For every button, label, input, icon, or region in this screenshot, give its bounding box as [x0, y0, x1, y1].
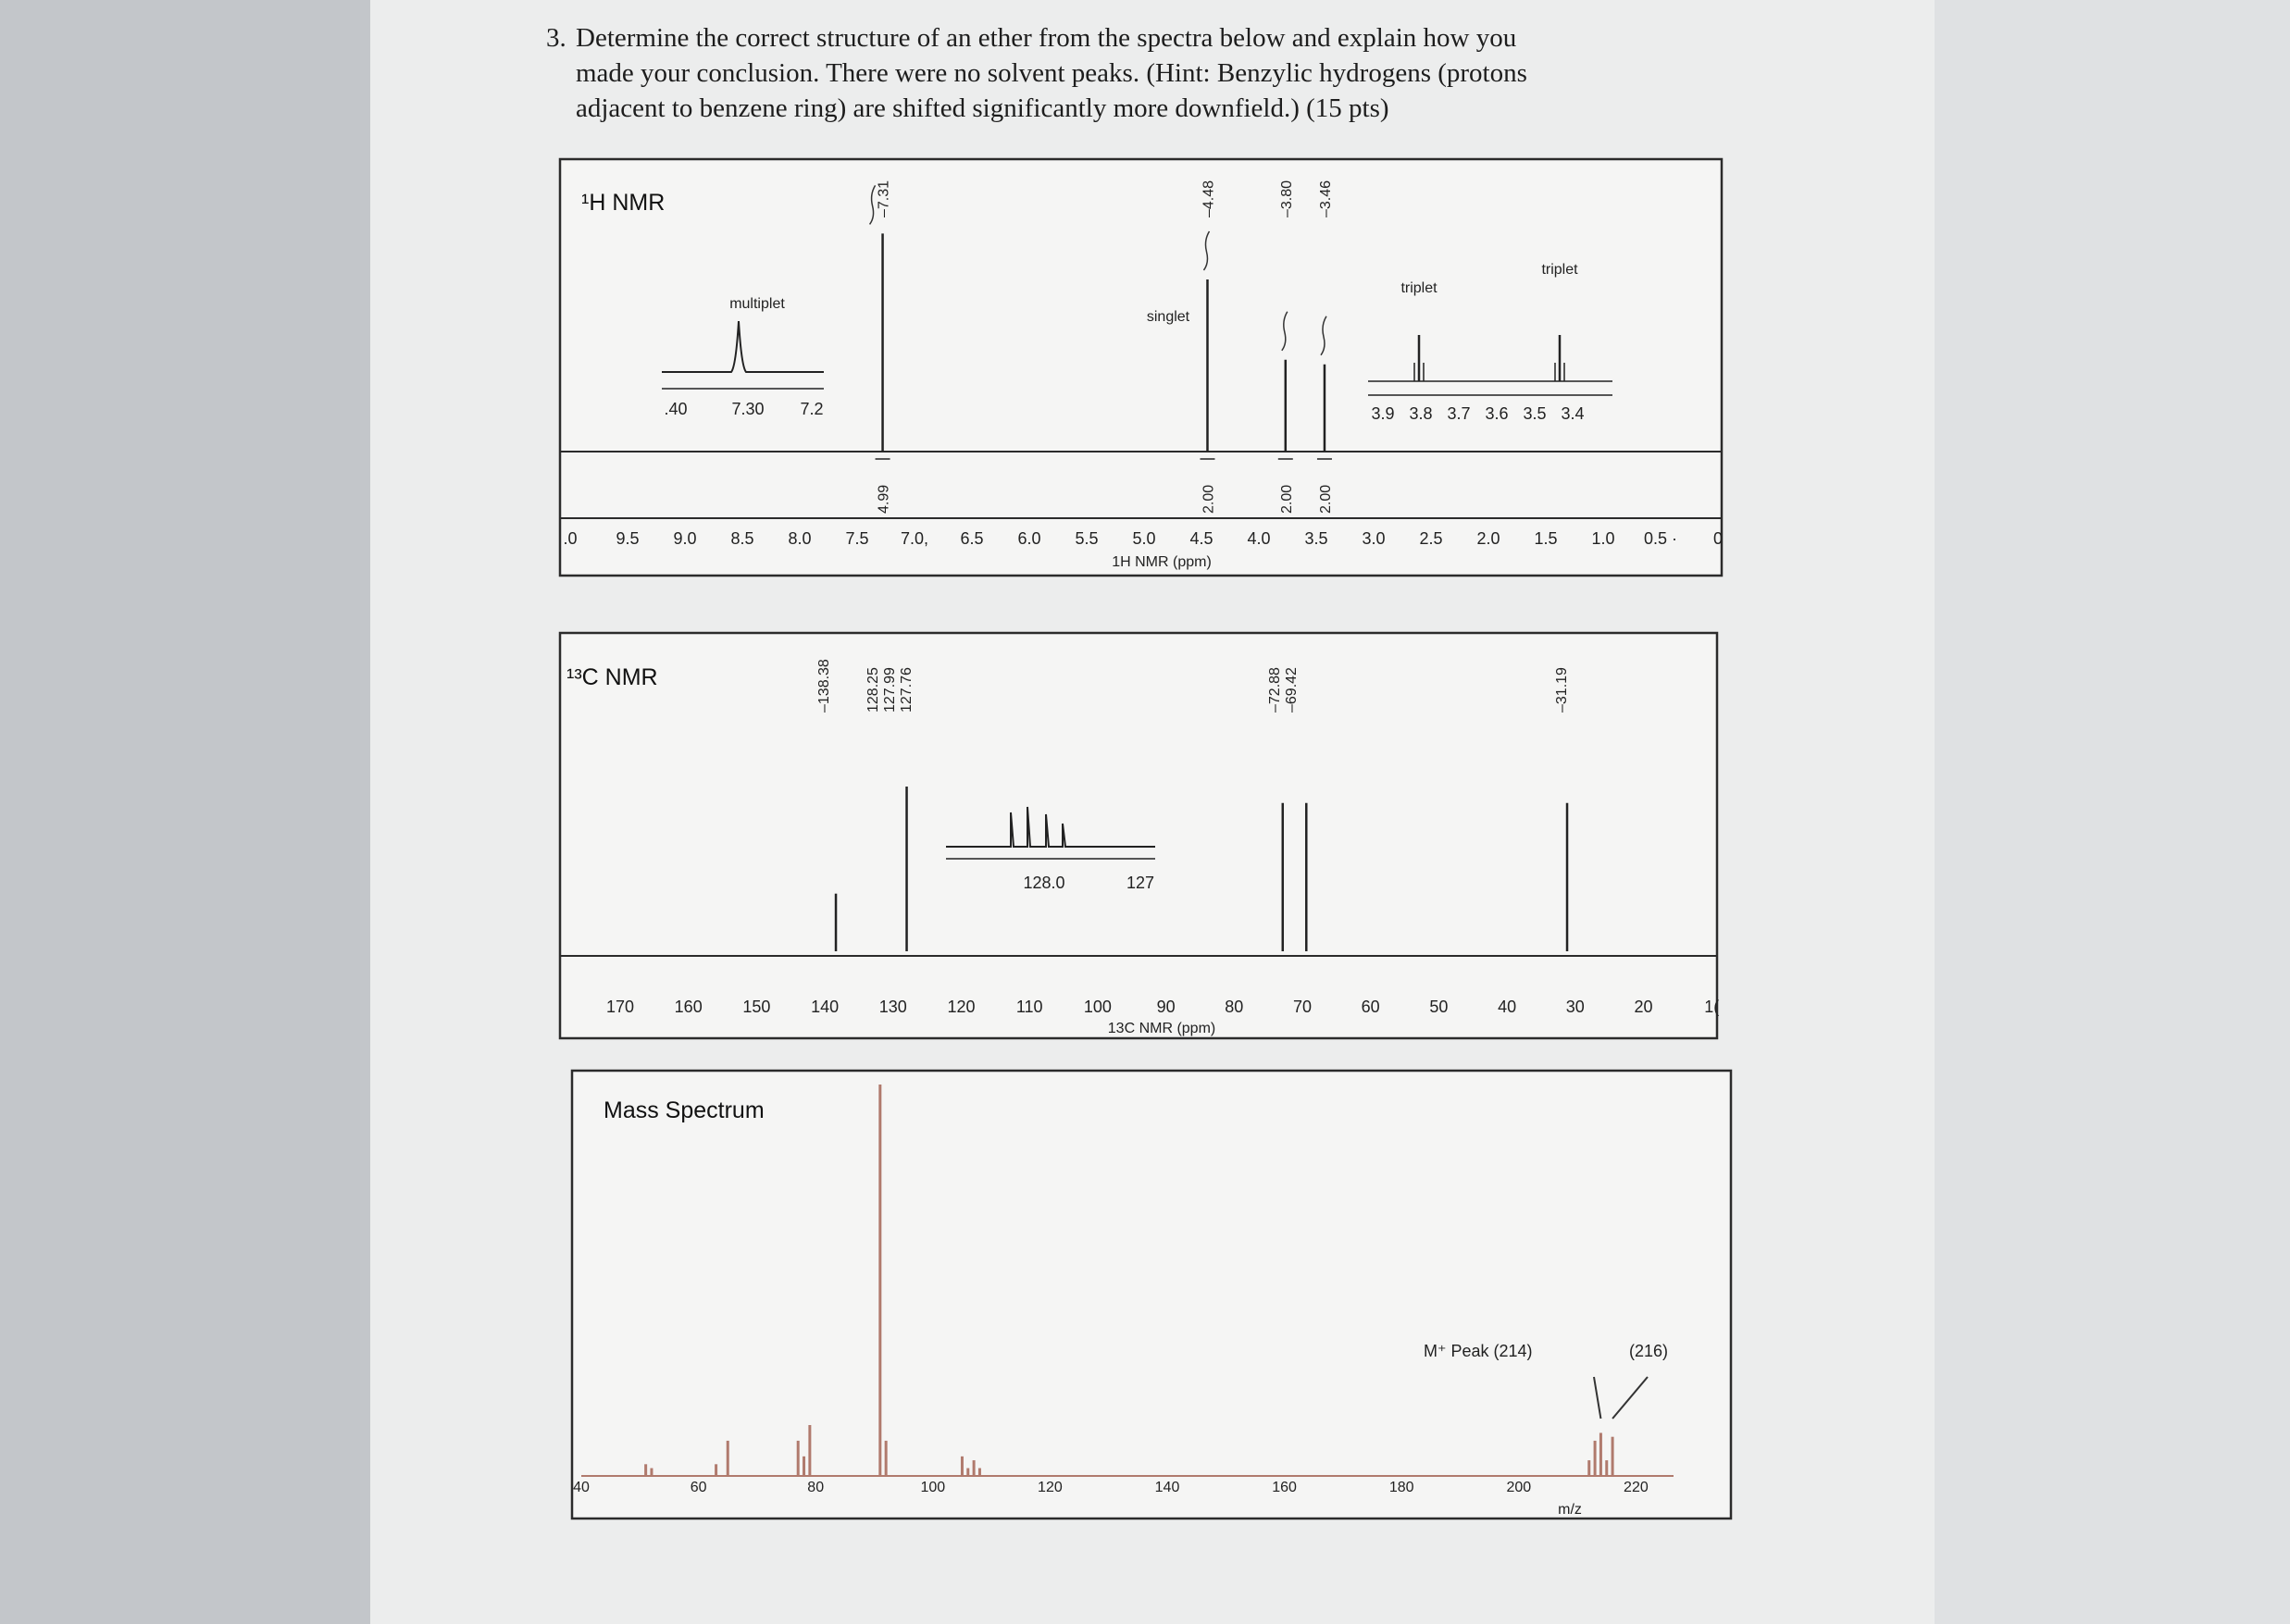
h-nmr-triplet-tick: 3.9: [1371, 404, 1395, 423]
c-nmr-tick-label: 30: [1565, 998, 1585, 1016]
c-nmr-inset-tick: 128.0: [1023, 874, 1065, 892]
question-line-2: made your conclusion. There were no solvent peaks. (Hint: Benzylic hydrogens (protons: [576, 58, 1527, 88]
h-nmr-tick-label: 7.5: [845, 529, 869, 548]
c-nmr-tick-label: 60: [1361, 998, 1380, 1016]
h-nmr-panel: [560, 159, 1722, 576]
h-nmr-tick-label: 3.5: [1304, 529, 1328, 548]
h-nmr-tick-label: 8.5: [730, 529, 754, 548]
mass-spec-tick-label: 180: [1388, 1480, 1414, 1495]
h-nmr-multiplet-tick: 7.30: [731, 400, 765, 418]
h-nmr-peak-label: –7.31: [876, 180, 892, 217]
h-nmr-triplet-tick: 3.8: [1409, 404, 1433, 423]
c-nmr-tick-label: 50: [1429, 998, 1449, 1016]
c-nmr-tick-label: 120: [947, 998, 976, 1016]
h-nmr-triplet-label: triplet: [1400, 280, 1437, 296]
h-nmr-tick-label: 1.0: [1591, 529, 1615, 548]
h-nmr-integration-label: 2.00: [1201, 484, 1217, 514]
mass-spec-tick-label: 80: [807, 1480, 825, 1495]
c-nmr-peak-label: 128.25: [865, 667, 881, 713]
h-nmr-multiplet-tick: 7.2: [800, 400, 824, 418]
c-nmr-peak-label: –69.42: [1284, 667, 1300, 713]
c-nmr-tick-label: 130: [878, 998, 907, 1016]
h-nmr-triplet-label: triplet: [1541, 262, 1578, 278]
h-nmr-singlet-label: singlet: [1146, 309, 1190, 325]
c-nmr-tick-label: 80: [1225, 998, 1244, 1016]
h-nmr-triplet-tick: 3.6: [1485, 404, 1509, 423]
c-nmr-tick-label: 1(: [1704, 998, 1720, 1016]
h-nmr-tick-label: 1.5: [1534, 529, 1558, 548]
mass-spec-panel: [572, 1071, 1731, 1519]
h-nmr-triplet-tick: 3.5: [1523, 404, 1547, 423]
mass-spec-tick-label: 200: [1506, 1480, 1532, 1495]
c-nmr-peak-label: –31.19: [1554, 667, 1570, 713]
h-nmr-multiplet-tick: .40: [664, 400, 688, 418]
c-nmr-inset-tick: 127: [1126, 874, 1155, 892]
mass-spec-tick-label: 100: [920, 1480, 946, 1495]
h-nmr-triplet-tick: 3.7: [1447, 404, 1471, 423]
c-nmr-tick-label: 150: [742, 998, 771, 1016]
h-nmr-tick-label: 5.5: [1075, 529, 1099, 548]
mass-spec-216-label: (216): [1629, 1342, 1669, 1360]
h-nmr-peak-label: –3.46: [1317, 180, 1334, 217]
h-nmr-tick-label: 9.5: [616, 529, 640, 548]
c-nmr-peak-label: 127.99: [882, 667, 898, 713]
h-nmr-multiplet-label: multiplet: [729, 296, 785, 312]
h-nmr-peak-label: –3.80: [1278, 180, 1295, 217]
mass-spec-m-peak-label: M⁺ Peak (214): [1424, 1342, 1533, 1360]
h-nmr-triplet-tick: 3.4: [1561, 404, 1585, 423]
c-nmr-tick-label: 40: [1498, 998, 1517, 1016]
h-nmr-tick-label: 3.0: [1362, 529, 1386, 548]
h-nmr-tick-label: 2.5: [1419, 529, 1443, 548]
question-line-1: Determine the correct structure of an ether from the spectra below and explain how you: [576, 23, 1517, 53]
c-nmr-tick-label: 90: [1156, 998, 1176, 1016]
h-nmr-tick-label: 2.0: [1476, 529, 1500, 548]
mass-spec-x-label: m/z: [1558, 1502, 1582, 1518]
h-nmr-tick-label: 0.5 ·: [1643, 529, 1678, 548]
h-nmr-tick-label: .0: [563, 529, 578, 548]
mass-spec-tick-label: 60: [690, 1480, 707, 1495]
mass-spec-tick-label: 160: [1272, 1480, 1297, 1495]
question-number: 3.: [546, 23, 566, 53]
mass-spec-tick-label: 40: [573, 1480, 590, 1495]
c-nmr-tick-label: 170: [605, 998, 635, 1016]
mass-spec-title: Mass Spectrum: [604, 1097, 765, 1123]
h-nmr-tick-label: 5.0: [1132, 529, 1156, 548]
h-nmr-peak-label: –4.48: [1201, 180, 1217, 217]
c-nmr-panel: [560, 633, 1720, 1038]
c-nmr-tick-label: 70: [1292, 998, 1313, 1016]
c-nmr-tick-label: 140: [811, 998, 840, 1016]
c-nmr-x-label: 13C NMR (ppm): [1107, 1021, 1216, 1036]
c-nmr-title: ¹³C NMR: [566, 664, 658, 690]
h-nmr-tick-label: 7.0,: [900, 529, 929, 548]
c-nmr-tick-label: 20: [1634, 998, 1653, 1016]
h-nmr-title: ¹H NMR: [581, 190, 666, 216]
mass-spec-tick-label: 140: [1154, 1480, 1180, 1495]
h-nmr-tick-label: 4.0: [1247, 529, 1271, 548]
mass-spec-tick-label: 220: [1624, 1480, 1649, 1495]
h-nmr-tick-label: 9.0: [673, 529, 697, 548]
c-nmr-peak-label: –138.38: [816, 659, 832, 713]
question-line-3: adjacent to benzene ring) are shifted significantly more downfield.) (15 pts): [576, 93, 1389, 123]
h-nmr-x-label: 1H NMR (ppm): [1112, 554, 1212, 570]
mass-spec-tick-label: 120: [1038, 1480, 1063, 1495]
h-nmr-tick-label: 8.0: [788, 529, 812, 548]
c-nmr-tick-label: 110: [1015, 998, 1043, 1016]
c-nmr-tick-label: 160: [674, 998, 703, 1016]
c-nmr-peak-label: 127.76: [899, 667, 915, 713]
c-nmr-peak-label: –72.88: [1267, 667, 1283, 713]
h-nmr-tick-label: 6.5: [960, 529, 984, 548]
h-nmr-integration-label: 2.00: [1317, 484, 1334, 514]
h-nmr-tick-label: 0: [1712, 529, 1724, 548]
h-nmr-integration-label: 4.99: [876, 484, 892, 514]
h-nmr-tick-label: 6.0: [1017, 529, 1041, 548]
c-nmr-tick-label: 100: [1083, 998, 1112, 1016]
h-nmr-integration-label: 2.00: [1278, 484, 1295, 514]
h-nmr-tick-label: 4.5: [1189, 529, 1213, 548]
